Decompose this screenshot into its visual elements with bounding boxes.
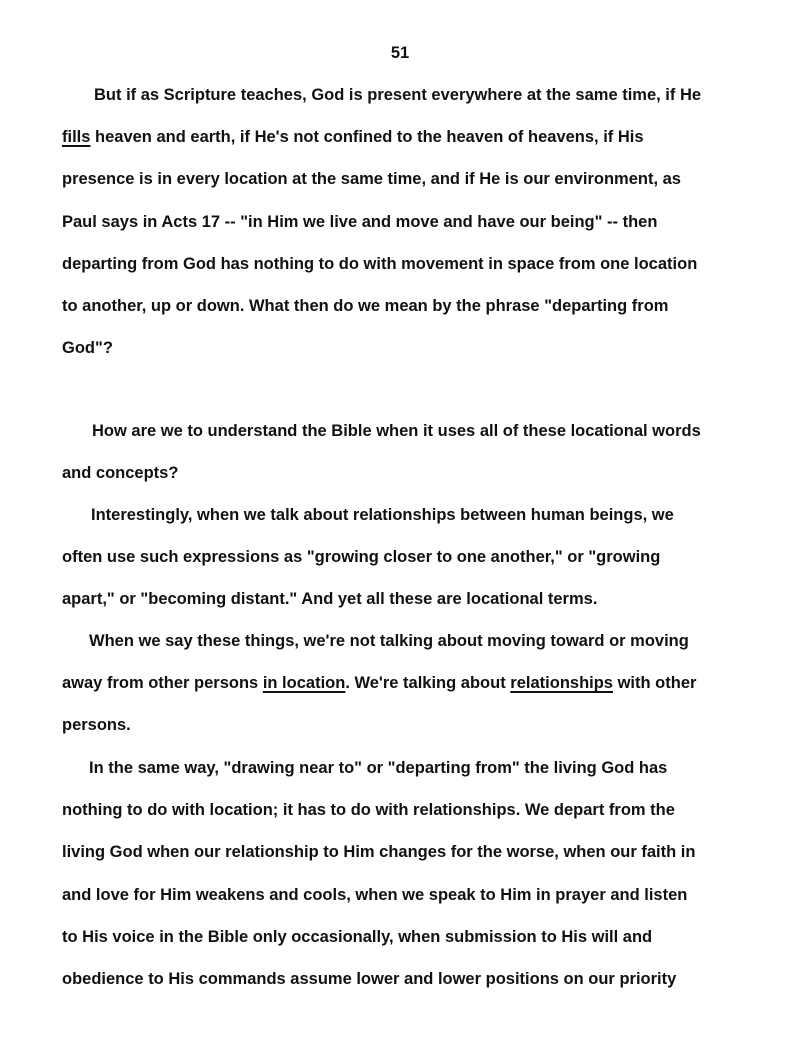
- text-line: [62, 116, 762, 158]
- text-run: to His voice in the Bible only occasionally, when submission to His will and: [62, 927, 653, 946]
- text-run: living God when our relationship to Him changes for the worse, when our faith in: [62, 843, 696, 862]
- paragraph-human-relationships: [62, 494, 762, 621]
- paragraph-understanding-bible: [62, 410, 762, 494]
- text-run: When we say these things, we're not talking about moving toward or moving: [89, 632, 689, 650]
- underlined-phrase-in-location: in location: [262, 674, 346, 693]
- text-line: [62, 536, 762, 578]
- text-run: apart," or "becoming distant." And yet all these are locational terms.: [62, 590, 598, 609]
- text-run: heaven and earth, if He's not confined to the heaven of heavens, if His: [90, 128, 644, 147]
- text-run: nothing to do with location; it has to do with relationships. We depart from the: [62, 801, 675, 820]
- text-line: [62, 662, 762, 704]
- text-run: Interestingly, when we talk about relationships between human beings, we: [91, 506, 674, 524]
- text-run: and love for Him weakens and cools, when we speak to Him in prayer and listen: [62, 885, 688, 904]
- text-line: [62, 958, 762, 1000]
- paragraph-omnipresence: [62, 74, 762, 369]
- page-number: 51: [390, 44, 410, 62]
- text-line: [62, 578, 762, 620]
- text-run: Paul says in Acts 17 -- "in Him we live and move and have our being" -- then: [62, 212, 658, 231]
- text-run: God"?: [62, 339, 113, 358]
- text-run: In the same way, "drawing near to" or "departing from" the living God has: [89, 759, 668, 777]
- text-line: [62, 789, 762, 831]
- paragraph-departing-from-god: [62, 747, 762, 1000]
- text-run: How are we to understand the Bible when it uses all of these locational words: [92, 422, 701, 440]
- text-line: [62, 494, 762, 536]
- text-line: [62, 327, 762, 369]
- text-line: [62, 452, 762, 494]
- text-line: [62, 243, 762, 285]
- text-line: [62, 916, 762, 958]
- text-run: departing from God has nothing to do with movement in space from one location: [62, 254, 698, 273]
- text-line: [62, 285, 762, 327]
- text-run: . We're talking about: [345, 674, 511, 693]
- text-line: [62, 201, 762, 243]
- text-line: [62, 158, 762, 200]
- text-run: away from other persons: [62, 674, 263, 693]
- underlined-word-fills: fills: [62, 128, 91, 147]
- paragraph-not-location: [62, 620, 762, 747]
- text-run: persons.: [62, 716, 131, 735]
- text-run: presence is in every location at the same time, and if He is our environment, as: [62, 170, 681, 189]
- text-run: and concepts?: [62, 464, 179, 483]
- text-line: [62, 704, 762, 746]
- text-line: [62, 747, 762, 789]
- text-run: obedience to His commands assume lower and lower positions on our priority: [62, 970, 677, 989]
- text-run: often use such expressions as "growing closer to one another," or "growing: [62, 548, 661, 567]
- text-line: [62, 874, 762, 916]
- text-line: [62, 620, 762, 662]
- text-line: [62, 410, 762, 452]
- text-line: [62, 74, 762, 116]
- text-run: to another, up or down. What then do we mean by the phrase "departing from: [62, 297, 669, 316]
- text-line: [62, 831, 762, 873]
- underlined-word-relationships: relationships: [510, 674, 613, 693]
- text-run: with other: [613, 674, 697, 693]
- text-run: But if as Scripture teaches, God is present everywhere at the same time, if He: [94, 86, 702, 104]
